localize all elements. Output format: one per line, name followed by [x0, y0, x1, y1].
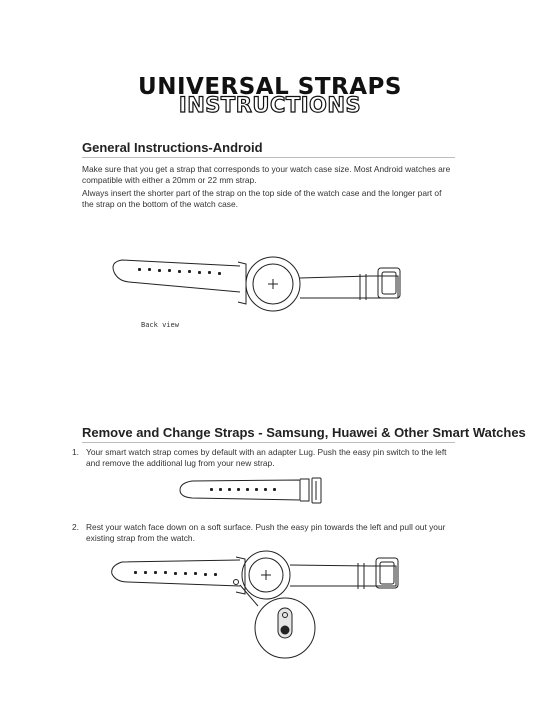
- android-heading: General Instructions-Android: [82, 140, 263, 155]
- step-2-number: 2.: [72, 522, 79, 532]
- step-2-text: Rest your watch face down on a soft surface. Push the easy pin towards the left and pull out your existing strap from the watch.: [86, 522, 446, 543]
- android-paragraph-1: Make sure that you get a strap that corresponds to your watch case size. Most Android watches are compatible with either a 20mm or 22 mm strap.: [82, 164, 451, 185]
- smartwatch-heading: Remove and Change Straps - Samsung, Huawei & Other Smart Watches: [82, 425, 526, 440]
- zoom-pin-switch: [281, 626, 290, 635]
- sensor-cross: [261, 570, 271, 580]
- strap-holes: [134, 571, 217, 576]
- title-line-1: UNIVERSAL STRAPS: [138, 74, 402, 100]
- strap-keeper: [358, 563, 364, 589]
- buckle-inner: [380, 562, 394, 584]
- lug-left: [236, 557, 245, 594]
- step-1-text: Your smart watch strap comes by default with an adapter Lug. Push the easy pin switch to the left and remove the additional lug from your new strap.: [86, 447, 447, 468]
- back-view-caption: Back view: [141, 321, 179, 329]
- easy-pin-marker: [234, 580, 239, 585]
- step-1-number: 1.: [72, 447, 79, 457]
- android-paragraph-2: Always insert the shorter part of the strap on the top side of the watch case and the longer part of the strap on the bottom of the watch case.: [82, 188, 442, 209]
- title-line-2: INSTRUCTIONS: [178, 93, 362, 117]
